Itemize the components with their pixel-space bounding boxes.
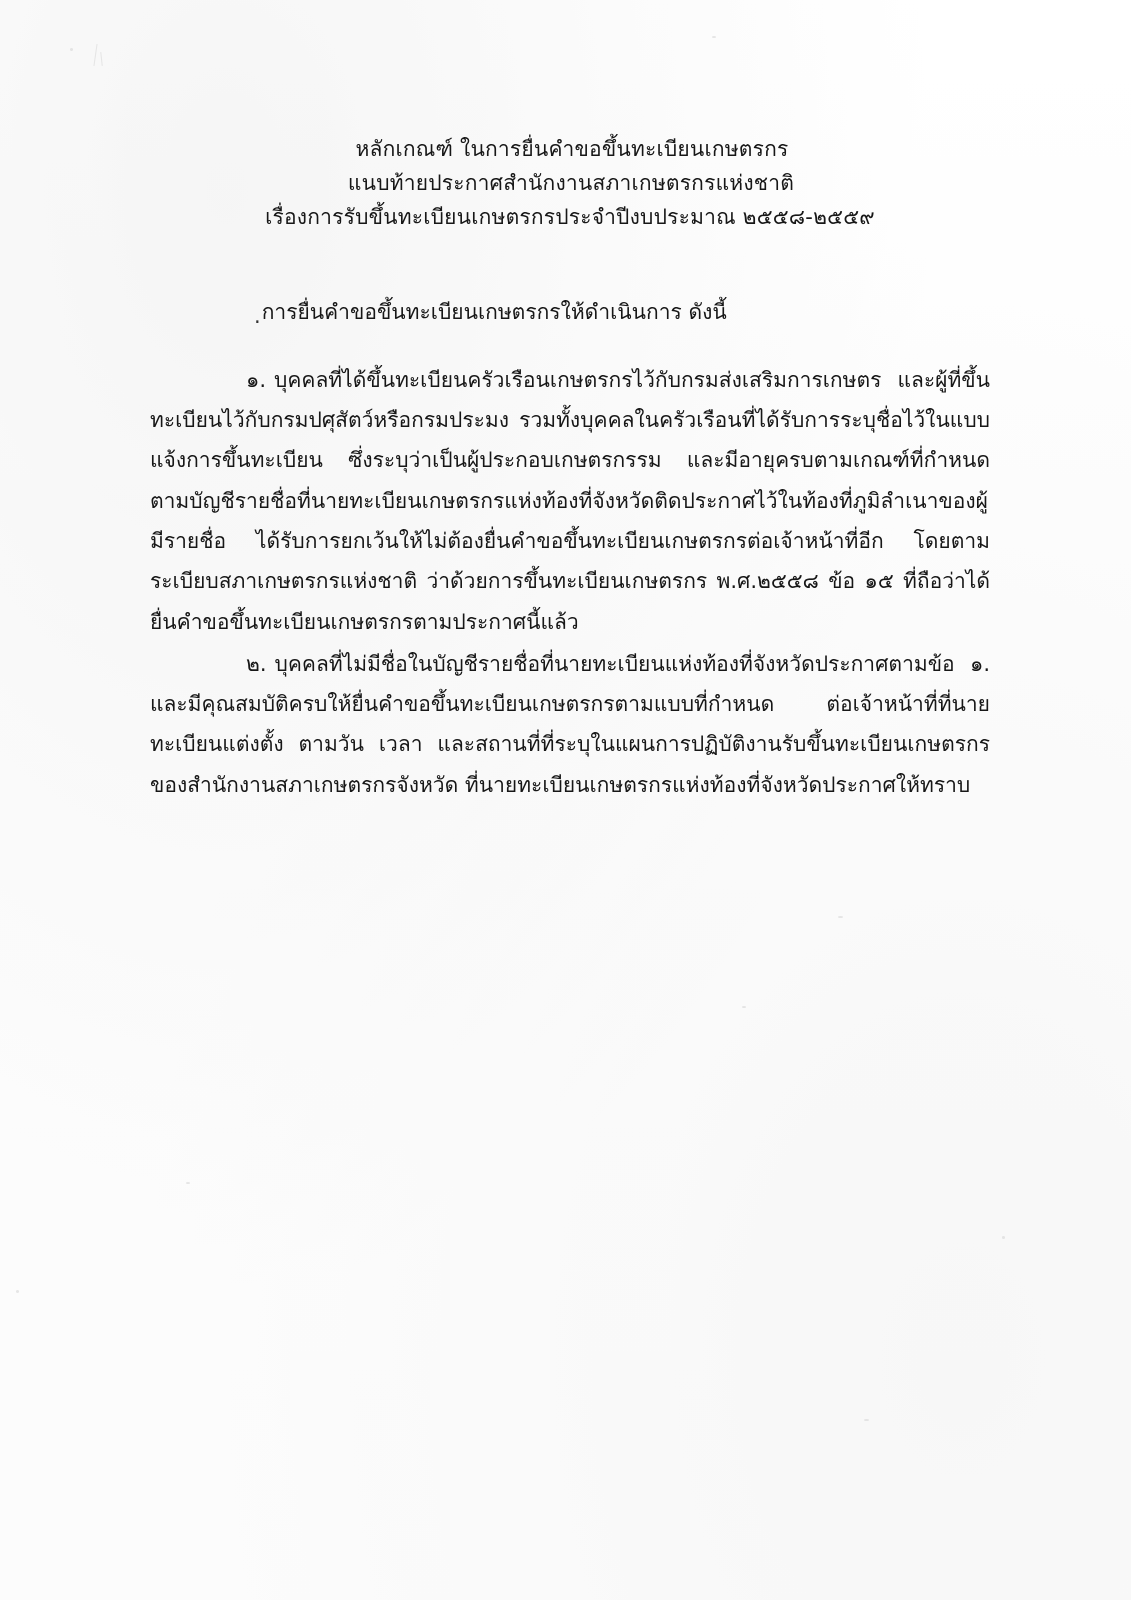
paragraph-text: บุคคลที่ไม่มีชื่อในบัญชีรายชื่อที่นายทะเบียนแห่งท้องที่จังหวัดประกาศตามข้อ ๑. และมีคุณสมบัติครบให้ยื่นคำขอขึ้นทะเบียนเกษตรกรตามแบบที่กำหนด ต่อเจ้าหน้าที่ที่นายทะเบียนแต่งตั้ง ตามวัน เวลา และสถานที่ที่ระบุในแผนการปฏิบัติงานรับขึ้นทะเบียนเกษตรกรของสำนักงานสภาเกษตรกรจังหวัด ที่นายทะเบียนเกษตรกรแห่งท้องที่จังหวัดประกาศให้ทราบ (150, 651, 990, 797)
scan-speck (70, 48, 73, 51)
scan-speck (838, 916, 843, 918)
paragraph-item (150, 360, 990, 642)
document-content (150, 132, 990, 805)
paragraph-number: ๒. (246, 651, 267, 676)
scan-speck (16, 1290, 19, 1293)
paragraph-text: บุคคลที่ได้ขึ้นทะเบียนครัวเรือนเกษตรกรไว้กับกรมส่งเสริมการเกษตร และผู้ที่ขึ้นทะเบียนไว้กับกรมปศุสัตว์หรือกรมประมง รวมทั้งบุคคลในครัวเรือนที่ได้รับการระบุชื่อไว้ในแบบแจ้งการขึ้นทะเบียน ซึ่งระบุว่าเป็นผู้ประกอบเกษตรกรรม และมีอายุครบตามเกณฑ์ที่กำหนด ตามบัญชีรายชื่อที่นายทะเบียนเกษตรกรแห่งท้องที่จังหวัดติดประกาศไว้ในท้องที่ภูมิลำเนาของผู้มีรายชื่อ ได้รับการยกเว้นให้ไม่ต้องยื่นคำขอขึ้นทะเบียนเกษตรกรต่อเจ้าหน้าที่อีก โดยตามระเบียบสภาเกษตรกรแห่งชาติ ว่าด้วยการขึ้นทะเบียนเกษตรกร พ.ศ.๒๕๕๘ ข้อ ๑๕ ที่ถือว่าได้ยื่นคำขอขึ้นทะเบียนเกษตรกรตามประกาศนี้แล้ว (150, 367, 990, 634)
title-line-2: แนบท้ายประกาศสำนักงานสภาเกษตรกรแห่งชาติ (347, 171, 795, 196)
lead-bullet-dot: . (254, 304, 261, 329)
scan-speck (186, 1182, 190, 1184)
title-line-1: หลักเกณฑ์ ในการยื่นคำขอขึ้นทะเบียนเกษตรกร (355, 137, 789, 161)
scan-hairline (100, 52, 102, 66)
lead-text: การยื่นคำขอขึ้นทะเบียนเกษตรกรให้ดำเนินการ ดังนี้ (261, 300, 727, 325)
document-title (150, 132, 990, 234)
scan-speck (712, 36, 716, 38)
lead-paragraph (254, 296, 990, 330)
paragraph-item (150, 644, 990, 805)
body-paragraphs (150, 360, 990, 805)
scan-speck (1002, 1236, 1005, 1239)
paragraph-number: ๑. (246, 367, 267, 392)
title-line-3: เรื่องการรับขึ้นทะเบียนเกษตรกรประจำปีงบประมาณ ๒๕๕๘-๒๕๕๙ (265, 205, 875, 230)
scan-speck (864, 1419, 869, 1421)
scan-speck (742, 1006, 746, 1008)
scan-hairline (93, 44, 97, 66)
